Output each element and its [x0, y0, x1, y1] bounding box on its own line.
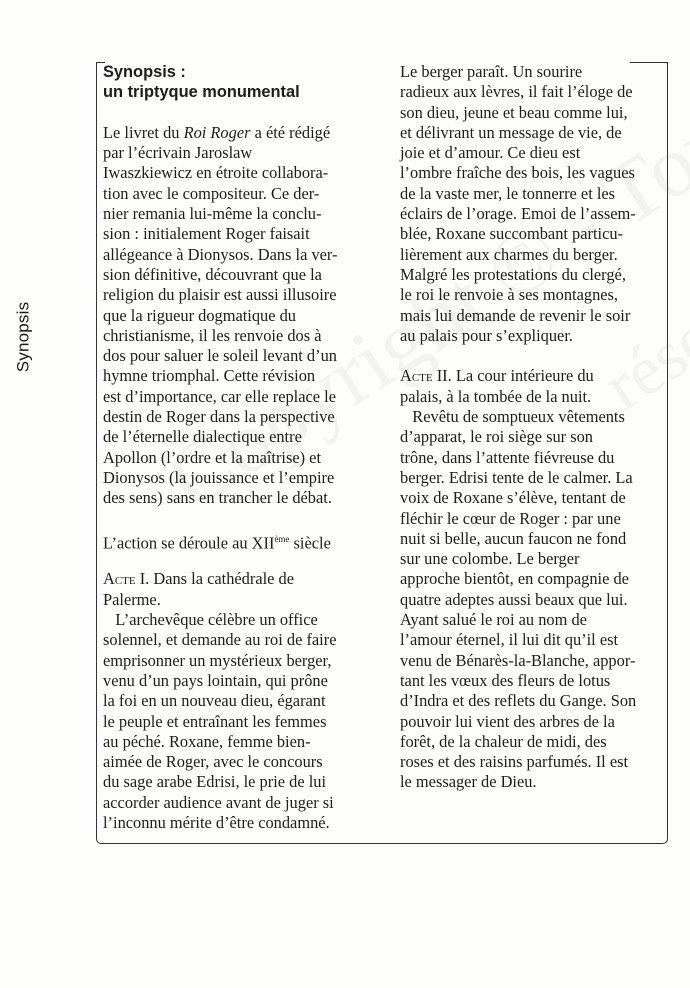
intro-line: Dionysos (la jouissance et l’empire — [103, 467, 335, 487]
act2-line: venu de Bénarès-la-Blanche, appor- — [400, 650, 636, 670]
intro-line: des sens) sans en trancher le débat. — [103, 488, 332, 508]
act1-cont-line: éclairs de l’orage. Emoi de l’assem- — [400, 204, 636, 224]
act2-line: berger. Edrisi tente de le calmer. La — [400, 467, 633, 487]
act1-cont-line: Le berger paraît. Un sourire — [400, 62, 583, 81]
act2-heading: Acte II. La cour intérieure du — [400, 366, 594, 386]
act2-line: fléchir le cœur de Roger : par une — [400, 508, 621, 528]
act2-line: forêt, de la chaleur de midi, des — [400, 731, 607, 751]
act1-line: la foi en un nouveau dieu, égarant — [103, 691, 326, 711]
right-column — [400, 62, 662, 793]
synopsis-heading-line-2: un triptyque monumental — [103, 83, 300, 102]
act1-line: du sage arabe Edrisi, le prie de lui — [103, 772, 327, 792]
act2-line: voix de Roxane s’élève, tentant de — [400, 488, 626, 508]
intro-line: christianisme, il les renvoie dos à — [103, 325, 322, 345]
act1-cont-line: le roi le renvoie à ses montagnes, — [400, 285, 619, 305]
left-column — [103, 62, 371, 833]
act1-cont-line: de la vaste mer, le tonnerre et les — [400, 183, 616, 203]
act2-paragraph — [400, 407, 662, 793]
act2-line: approche bientôt, en compagnie de — [400, 569, 629, 589]
act1-cont-line: joie et d’amour. Ce dieu est — [400, 143, 581, 163]
intro-line: par l’écrivain Jaroslaw — [103, 143, 253, 163]
act2-line: le messager de Dieu. — [400, 772, 537, 792]
intro-line: Le livret du Roi Roger a été rédigé — [103, 122, 331, 142]
act1-continuation-paragraph — [400, 62, 662, 346]
act1-line: l’inconnu mérite d’être condamné. — [103, 812, 330, 832]
act2-line: Revêtu de somptueux vêtements — [400, 407, 625, 427]
intro-line: hymne triomphal. Cette révision — [103, 366, 316, 386]
act2-line: Ayant salué le roi au nom de — [400, 610, 587, 630]
act1-paragraph — [103, 610, 371, 833]
act1-cont-line: Malgré les protestations du clergé, — [400, 264, 626, 284]
act1-cont-line: et délivrant un message de vie, de — [400, 122, 622, 142]
act2-line: quatre adeptes aussi beaux que lui. — [400, 589, 628, 609]
act1-line: emprisonner un mystérieux berger, — [103, 650, 332, 670]
intro-line: est d’importance, car elle replace le — [103, 386, 336, 406]
intro-line: tion avec le compositeur. Ce der- — [103, 183, 320, 203]
intro-line: Apollon (l’ordre et la maîtrise) et — [103, 447, 322, 467]
act1-cont-line: lièrement aux charmes du berger. — [400, 244, 618, 264]
act2-line: d’Indra et des reflets du Gange. Son — [400, 691, 637, 711]
act2-heading-cont: palais, à la tombée de la nuit. — [400, 386, 592, 406]
intro-line: allégeance à Dionysos. Dans la ver- — [103, 244, 338, 264]
act2-line: l’amour éternel, il lui dit qu’il est — [400, 630, 619, 650]
intro-line: de l’éternelle dialectique entre — [103, 427, 302, 447]
act2-line: nuit si belle, aucun faucon ne fond — [400, 528, 627, 548]
act1-line: au péché. Roxane, femme bien- — [103, 731, 311, 751]
century-note: L’action se déroule au XIIème siècle — [103, 533, 331, 553]
intro-paragraph — [103, 123, 371, 509]
act1-cont-line: son dieu, jeune et beau comme lui, — [400, 102, 628, 122]
act2-line: d’apparat, le roi siège sur son — [400, 427, 593, 447]
intro-line: nier remania lui-même la conclu- — [103, 204, 322, 224]
act1-cont-line: mais lui demande de revenir le soir — [400, 305, 631, 325]
act2-line: pouvoir lui vient des arbres de la — [400, 711, 615, 731]
intro-line: que la rigueur dogmatique du — [103, 305, 296, 325]
act1-line: L’archevêque célèbre un office — [103, 610, 318, 630]
act1-line: le peuple et entraînant les femmes — [103, 711, 327, 731]
act2-line: sur une colombe. Le berger — [400, 549, 580, 569]
act1-line: aimée de Roger, avec le concours — [103, 752, 323, 772]
act1-line: accorder audience avant de juger si — [103, 792, 334, 812]
synopsis-heading-line-1: Synopsis : — [103, 63, 186, 81]
act1-line: solennel, et demande au roi de faire — [103, 630, 337, 650]
act2-line: tant les vœux des fleurs de lotus — [400, 670, 611, 690]
act1-heading: Acte I. Dans la cathédrale de — [103, 569, 294, 589]
act1-heading-cont: Palerme. — [103, 589, 161, 609]
act1-cont-line: blée, Roxane succombant particu- — [400, 224, 624, 244]
act1-label: Acte I. — [103, 569, 150, 589]
intro-line: sion définitive, découvrant que la — [103, 264, 322, 284]
intro-line: sion : initialement Roger faisait — [103, 224, 310, 244]
intro-line: dos pour saluer le soleil levant d’un — [103, 346, 337, 366]
act2-line: roses et des raisins parfumés. Il est — [400, 752, 629, 772]
side-label-text: Synopsis — [13, 301, 32, 373]
intro-line: Iwaszkiewicz en étroite collabora- — [103, 163, 329, 183]
act1-cont-line: l’ombre fraîche des bois, les vagues — [400, 163, 635, 183]
act2-line: trône, dans l’attente fiévreuse du — [400, 447, 615, 467]
intro-line: destin de Roger dans la perspective — [103, 407, 335, 427]
act1-line: venu d’un pays lointain, qui prône — [103, 670, 328, 690]
intro-line: religion du plaisir est aussi illusoire — [103, 285, 337, 305]
act2-label: Acte II. — [400, 366, 452, 386]
act1-cont-line: au palais pour s’expliquer. — [400, 325, 573, 345]
section-side-label — [8, 302, 38, 372]
act1-cont-line: radieux aux lèvres, il fait l’éloge de — [400, 82, 633, 102]
